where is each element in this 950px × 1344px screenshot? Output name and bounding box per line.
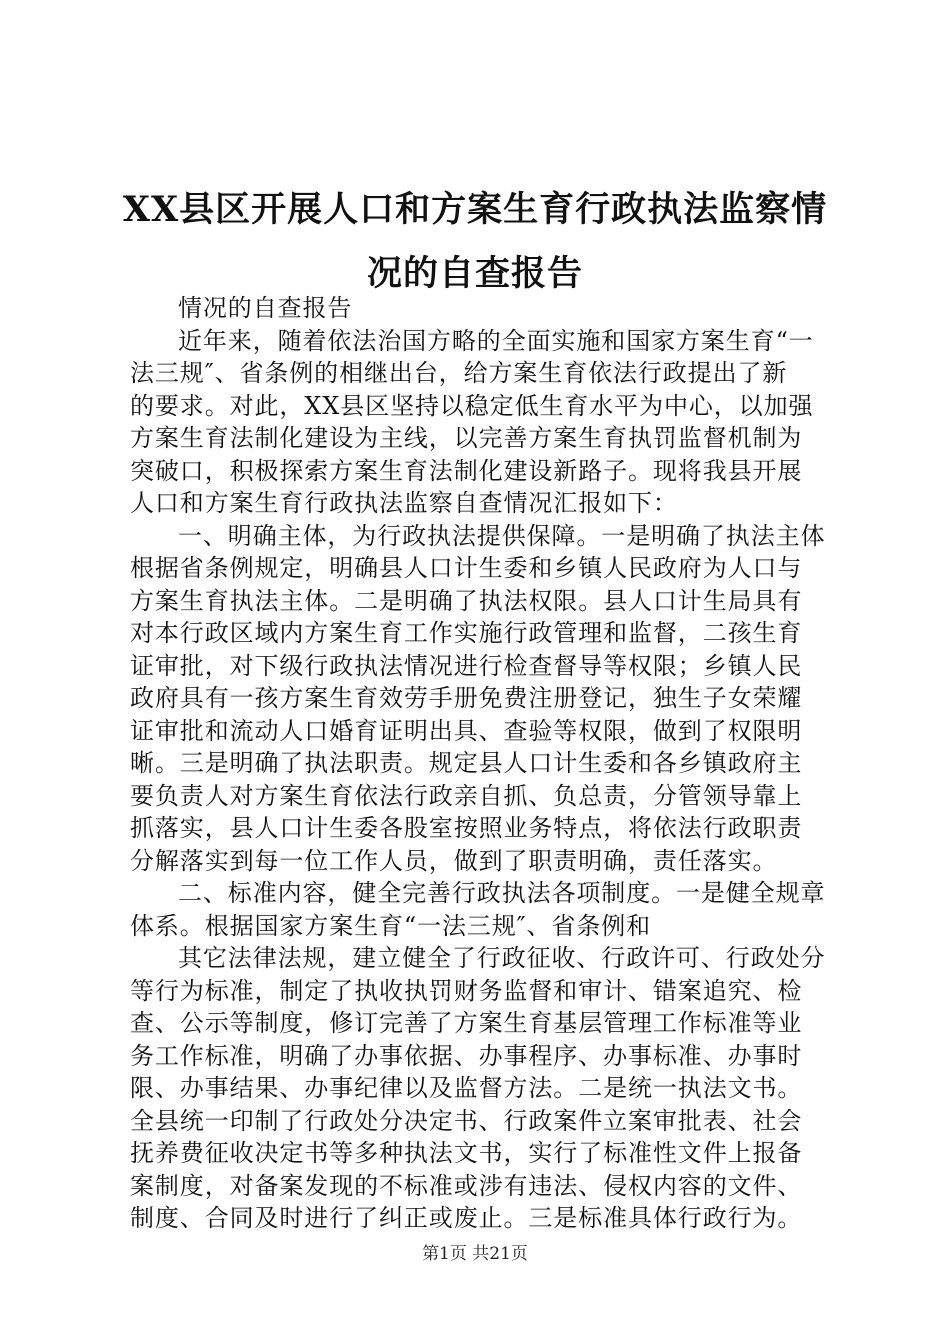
body-line: 要负责人对方案生育依法行政亲自抓、负总责，分管领导靠上: [130, 781, 803, 810]
body-line: 法三规″、省条例的相继出台，给方案生育依法行政提出了新: [130, 359, 788, 387]
body-line: 全县统一印制了行政处分决定书、行政案件立案审批表、社会: [130, 1106, 803, 1135]
body-line: 限、办事结果、办事纪律以及监督方法。二是统一执法文书。: [130, 1074, 803, 1102]
page-footer: 第1页 共21页: [422, 1244, 528, 1264]
body-line: 方案生育执法主体。二是明确了执法权限。县人口计生局具有: [130, 586, 803, 615]
body-line: 案制度，对备案发现的不标准或涉有违法、侵权内容的文件、: [130, 1171, 803, 1200]
body-line: 晰。三是明确了执法职责。规定县人口计生委和各乡镇政府主: [130, 749, 803, 777]
body-line: 务工作标准，明确了办事依据、办事程序、办事标准、办事时: [130, 1041, 803, 1070]
title-line: XX县区开展人口和方案生育行政执法监察情: [122, 189, 828, 230]
body-line: 抓落实，县人口计生委各股室按照业务特点，将依法行政职责: [130, 814, 803, 842]
body-line: 其它法律法规，建立健全了行政征收、行政许可、行政处分: [178, 944, 826, 972]
body-line: 方案生育法制化建设为主线，以完善方案生育执罚监督机制为: [130, 424, 803, 452]
body-line: 二、标准内容，健全完善行政执法各项制度。一是健全规章: [178, 879, 826, 907]
body-line: 分解落实到每一位工作人员，做到了职责明确，责任落实。: [130, 846, 778, 875]
document-title: [120, 178, 830, 306]
body-line: 人口和方案生育行政执法监察自查情况汇报如下：: [130, 489, 678, 517]
body-line: 体系。根据国家方案生育“一法三规″、省条例和: [130, 911, 652, 940]
document-body: [130, 292, 836, 1235]
body-line: 证审批，对下级行政执法情况进行检查督导等权限；乡镇人民: [130, 651, 803, 680]
body-line: 制度、合同及时进行了纠正或废止。三是标准具体行政行为。: [130, 1204, 803, 1232]
body-line: 抚养费征收决定书等多种执法文书，实行了标准性文件上报备: [130, 1139, 803, 1167]
body-line: 一、明确主体，为行政执法提供保障。一是明确了执法主体: [178, 521, 826, 550]
body-line: 等行为标准，制定了执收执罚财务监督和审计、错案追究、检: [130, 976, 803, 1005]
body-line: 政府具有一孩方案生育效劳手册免费注册登记，独生子女荣耀: [130, 684, 803, 712]
body-line: 查、公示等制度，修订完善了方案生育基层管理工作标准等业: [130, 1009, 803, 1037]
body-line: 情况的自查报告: [178, 294, 353, 322]
body-line: 的要求。对此，XX县区坚持以稳定低生育水平为中心，以加强: [130, 391, 814, 420]
body-line: 根据省条例规定，明确县人口计生委和乡镇人民政府为人口与: [130, 554, 803, 582]
body-line: 对本行政区域内方案生育工作实施行政管理和监督，二孩生育: [130, 619, 803, 647]
body-line: 证审批和流动人口婚育证明出具、查验等权限，做到了权限明: [130, 716, 803, 745]
body-line: 近年来，随着依法治国方略的全面实施和国家方案生育“一: [178, 326, 814, 355]
body-line: 突破口，积极探索方案生育法制化建设新路子。现将我县开展: [130, 456, 803, 485]
title-line: 况的自查报告: [366, 253, 583, 294]
